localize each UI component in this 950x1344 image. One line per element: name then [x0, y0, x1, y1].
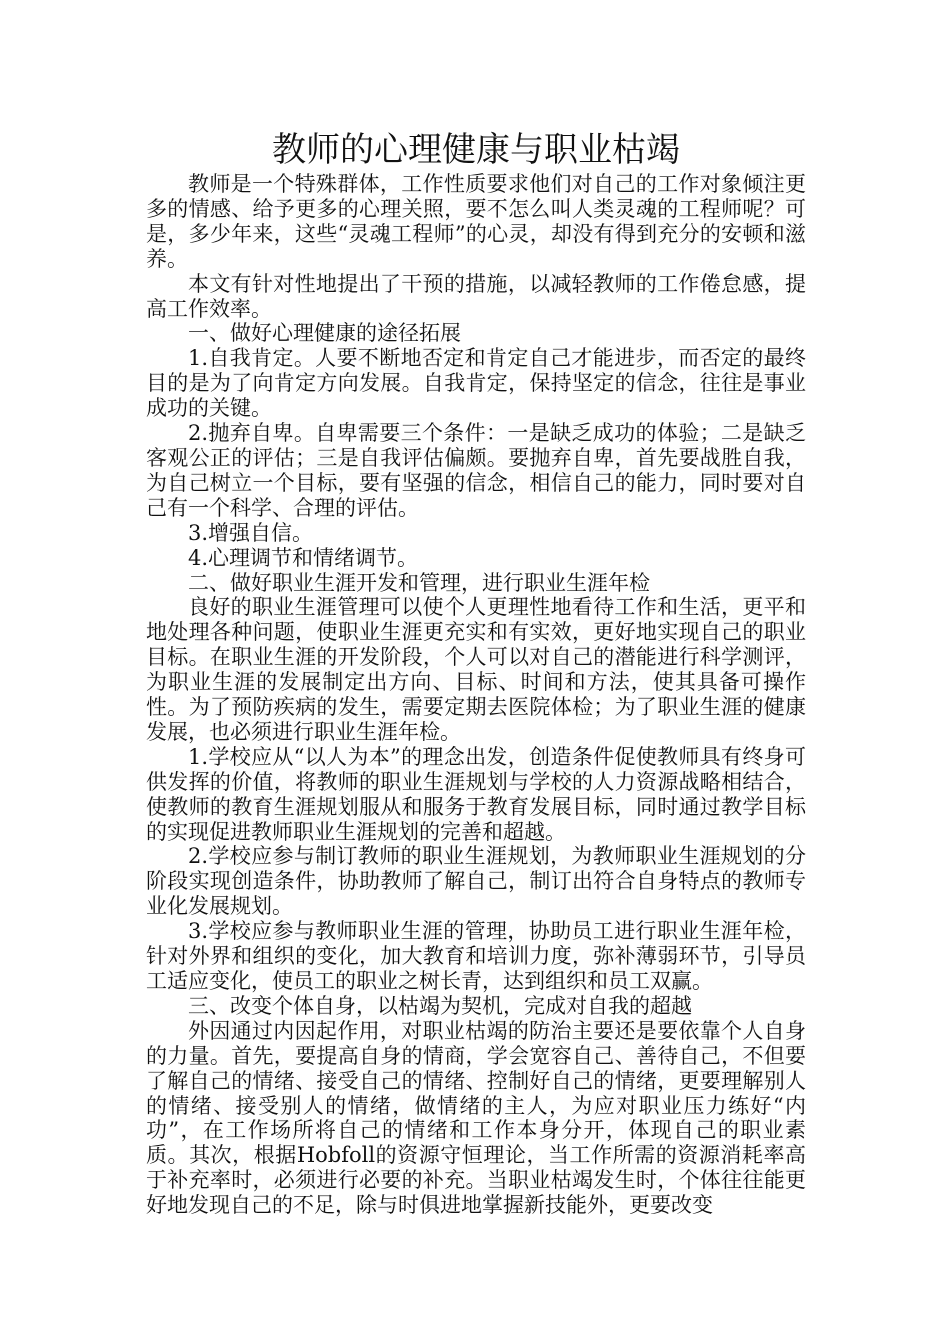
paragraph-intro: 教师是一个特殊群体，工作性质要求他们对自己的工作对象倾注更多的情感、给予更多的心理关照，要不怎么叫人类灵魂的工程师呢？可是，多少年来，这些“灵魂工程师”的心灵，却没有得到充分的安顿和滋养。: [146, 172, 806, 271]
paragraph-purpose: 本文有针对性地提出了干预的措施，以减轻教师的工作倦怠感，提高工作效率。: [146, 271, 806, 321]
section-heading-3: 三、改变个体自身，以枯竭为契机，完成对自我的超越: [188, 993, 692, 1018]
list-item: 3.增强自信。: [188, 520, 314, 545]
section-heading-1: 一、做好心理健康的途径拓展: [188, 321, 461, 346]
list-item: 4.心理调节和情绪调节。: [188, 545, 419, 570]
list-item: 1.自我肯定。人要不断地否定和肯定自己才能进步，而否定的最终目的是为了向肯定方向发展。自我肯定，保持坚定的信念，往往是事业成功的关键。: [146, 346, 806, 421]
document-page: [146, 128, 806, 1218]
section-heading-2: 二、做好职业生涯开发和管理，进行职业生涯年检: [188, 570, 650, 595]
list-item: 2.抛弃自卑。自卑需要三个条件：一是缺乏成功的体验；二是缺乏客观公正的评估；三是自我评估偏颇。要抛弃自卑，首先要战胜自我，为自己树立一个目标，要有坚强的信念，相信自己的能力，同时要对自己有一个科学、合理的评估。: [146, 421, 806, 520]
document-title: 教师的心理健康与职业枯竭: [272, 130, 680, 170]
list-item: 1.学校应从“以人为本”的理念出发，创造条件促使教师具有终身可供发挥的价值，将教师的职业生涯规划与学校的人力资源战略相结合，使教师的教育生涯规划服从和服务于教育发展目标，同时通过教学目标的实现促进教师职业生涯规划的完善和超越。: [146, 744, 806, 844]
paragraph-body: 外因通过内因起作用，对职业枯竭的防治主要还是要依靠个人自身的力量。首先，要提高自身的情商，学会宽容自己、善待自己，不但要了解自己的情绪、接受自己的情绪、控制好自己的情绪，更要理解别人的情绪、接受别人的情绪，做情绪的主人，为应对职业压力练好“内功”，在工作场所将自己的情绪和工作本身分开，体现自己的职业素质。其次，根据Hobfoll的资源守恒理论，当工作所需的资源消耗率高于补充率时，必须进行必要的补充。当职业枯竭发生时，个体往往能更好地发现自己的不足，除与时俱进地掌握新技能外，更要改变: [146, 1018, 806, 1218]
paragraph-body: 良好的职业生涯管理可以使个人更理性地看待工作和生活，更平和地处理各种问题，使职业生涯更充实和有实效，更好地实现自己的职业目标。在职业生涯的开发阶段，个人可以对自己的潜能进行科学测评，为职业生涯的发展制定出方向、目标、时间和方法，使其具备可操作性。为了预防疾病的发生，需要定期去医院体检；为了职业生涯的健康发展，也必须进行职业生涯年检。: [146, 595, 806, 744]
list-item: 2.学校应参与制订教师的职业生涯规划，为教师职业生涯规划的分阶段实现创造条件，协助教师了解自己，制订出符合自身特点的教师专业化发展规划。: [146, 844, 806, 919]
list-item: 3.学校应参与教师职业生涯的管理，协助员工进行职业生涯年检，针对外界和组织的变化，加大教育和培训力度，弥补薄弱环节，引导员工适应变化，使员工的职业之树长青，达到组织和员工双赢。: [146, 919, 806, 993]
